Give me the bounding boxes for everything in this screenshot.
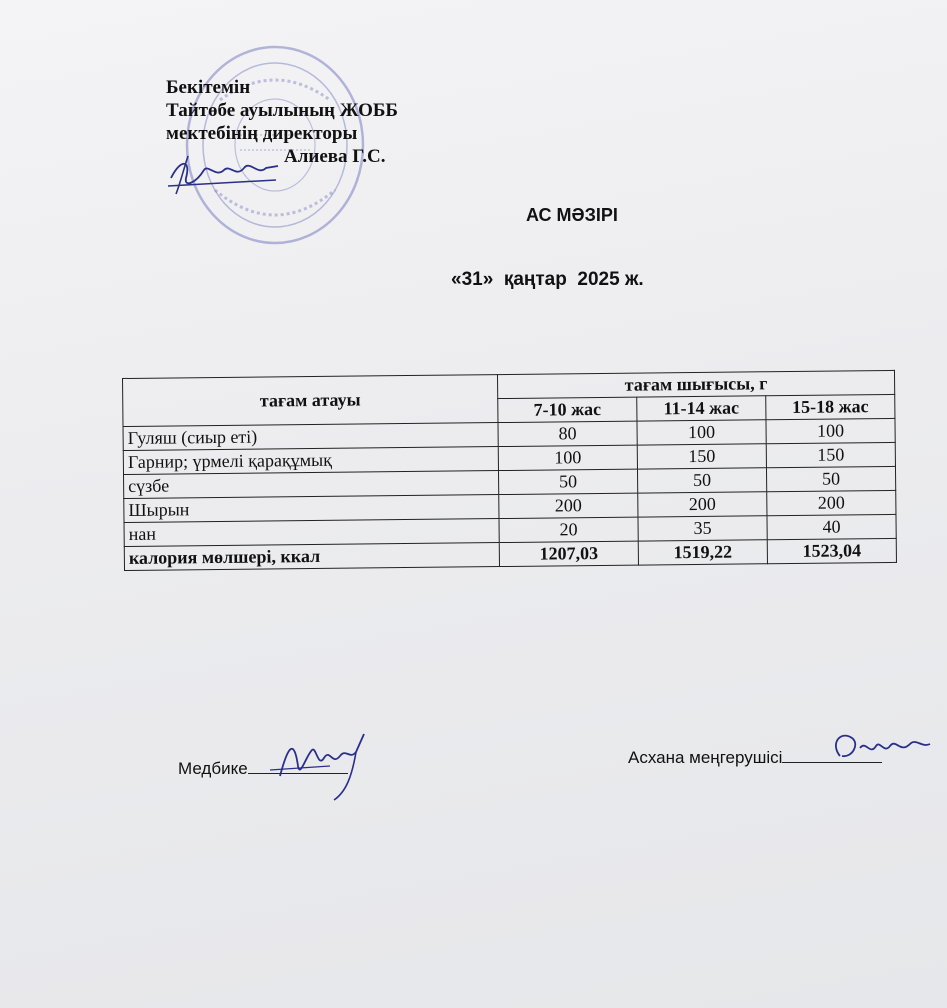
portion-value: 200 [638,492,767,517]
portion-value: 150 [637,444,766,469]
portion-value: 100 [498,445,637,470]
dish-name: Гарнир; үрмелі қарақұмық [123,447,498,475]
dish-name: сүзбе [124,471,499,499]
portion-value: 100 [637,420,766,445]
approval-position: мектебінің директоры [166,123,358,144]
portion-value: 50 [766,466,895,491]
portion-value: 50 [498,469,637,494]
calorie-value: 1523,04 [767,538,896,563]
nurse-signature [260,726,380,806]
portion-value: 20 [499,517,638,542]
portion-value: 200 [767,490,896,515]
portion-value: 35 [638,516,767,541]
calorie-value: 1519,22 [638,540,767,565]
nurse-label: Медбике [178,759,248,778]
dish-name: Гуляш (сиыр еті) [123,423,498,451]
document-title: АС МӘЗІРІ [526,205,618,225]
kitchen-manager-signature [826,726,936,766]
portion-value: 150 [766,442,895,467]
header-age-2: 11-14 жас [637,396,766,421]
portion-value: 100 [766,418,895,443]
document-date: «31» қаңтар 2025 ж. [451,269,644,290]
director-name: Алиева Г.С. [284,146,386,167]
dish-name: Шырын [124,495,499,523]
portion-value: 50 [637,468,766,493]
approval-school: Тайтөбе ауылының ЖОББ [166,100,398,121]
menu-table [122,370,897,571]
kitchen-manager-label: Асхана меңгерушісі [628,748,783,767]
header-dish-name: тағам атауы [123,375,498,427]
dish-name: нан [124,519,499,547]
header-age-3: 15-18 жас [766,394,895,419]
calorie-value: 1207,03 [499,541,638,566]
header-age-1: 7-10 жас [498,397,637,422]
director-signature [166,148,286,198]
portion-value: 200 [499,493,638,518]
total-label: калория мөлшері, ккал [124,543,499,571]
portion-value: 40 [767,514,896,539]
approval-heading: Бекітемін [166,77,251,98]
portion-value: 80 [498,421,637,446]
header-portion-group: тағам шығысы, г [497,370,894,398]
